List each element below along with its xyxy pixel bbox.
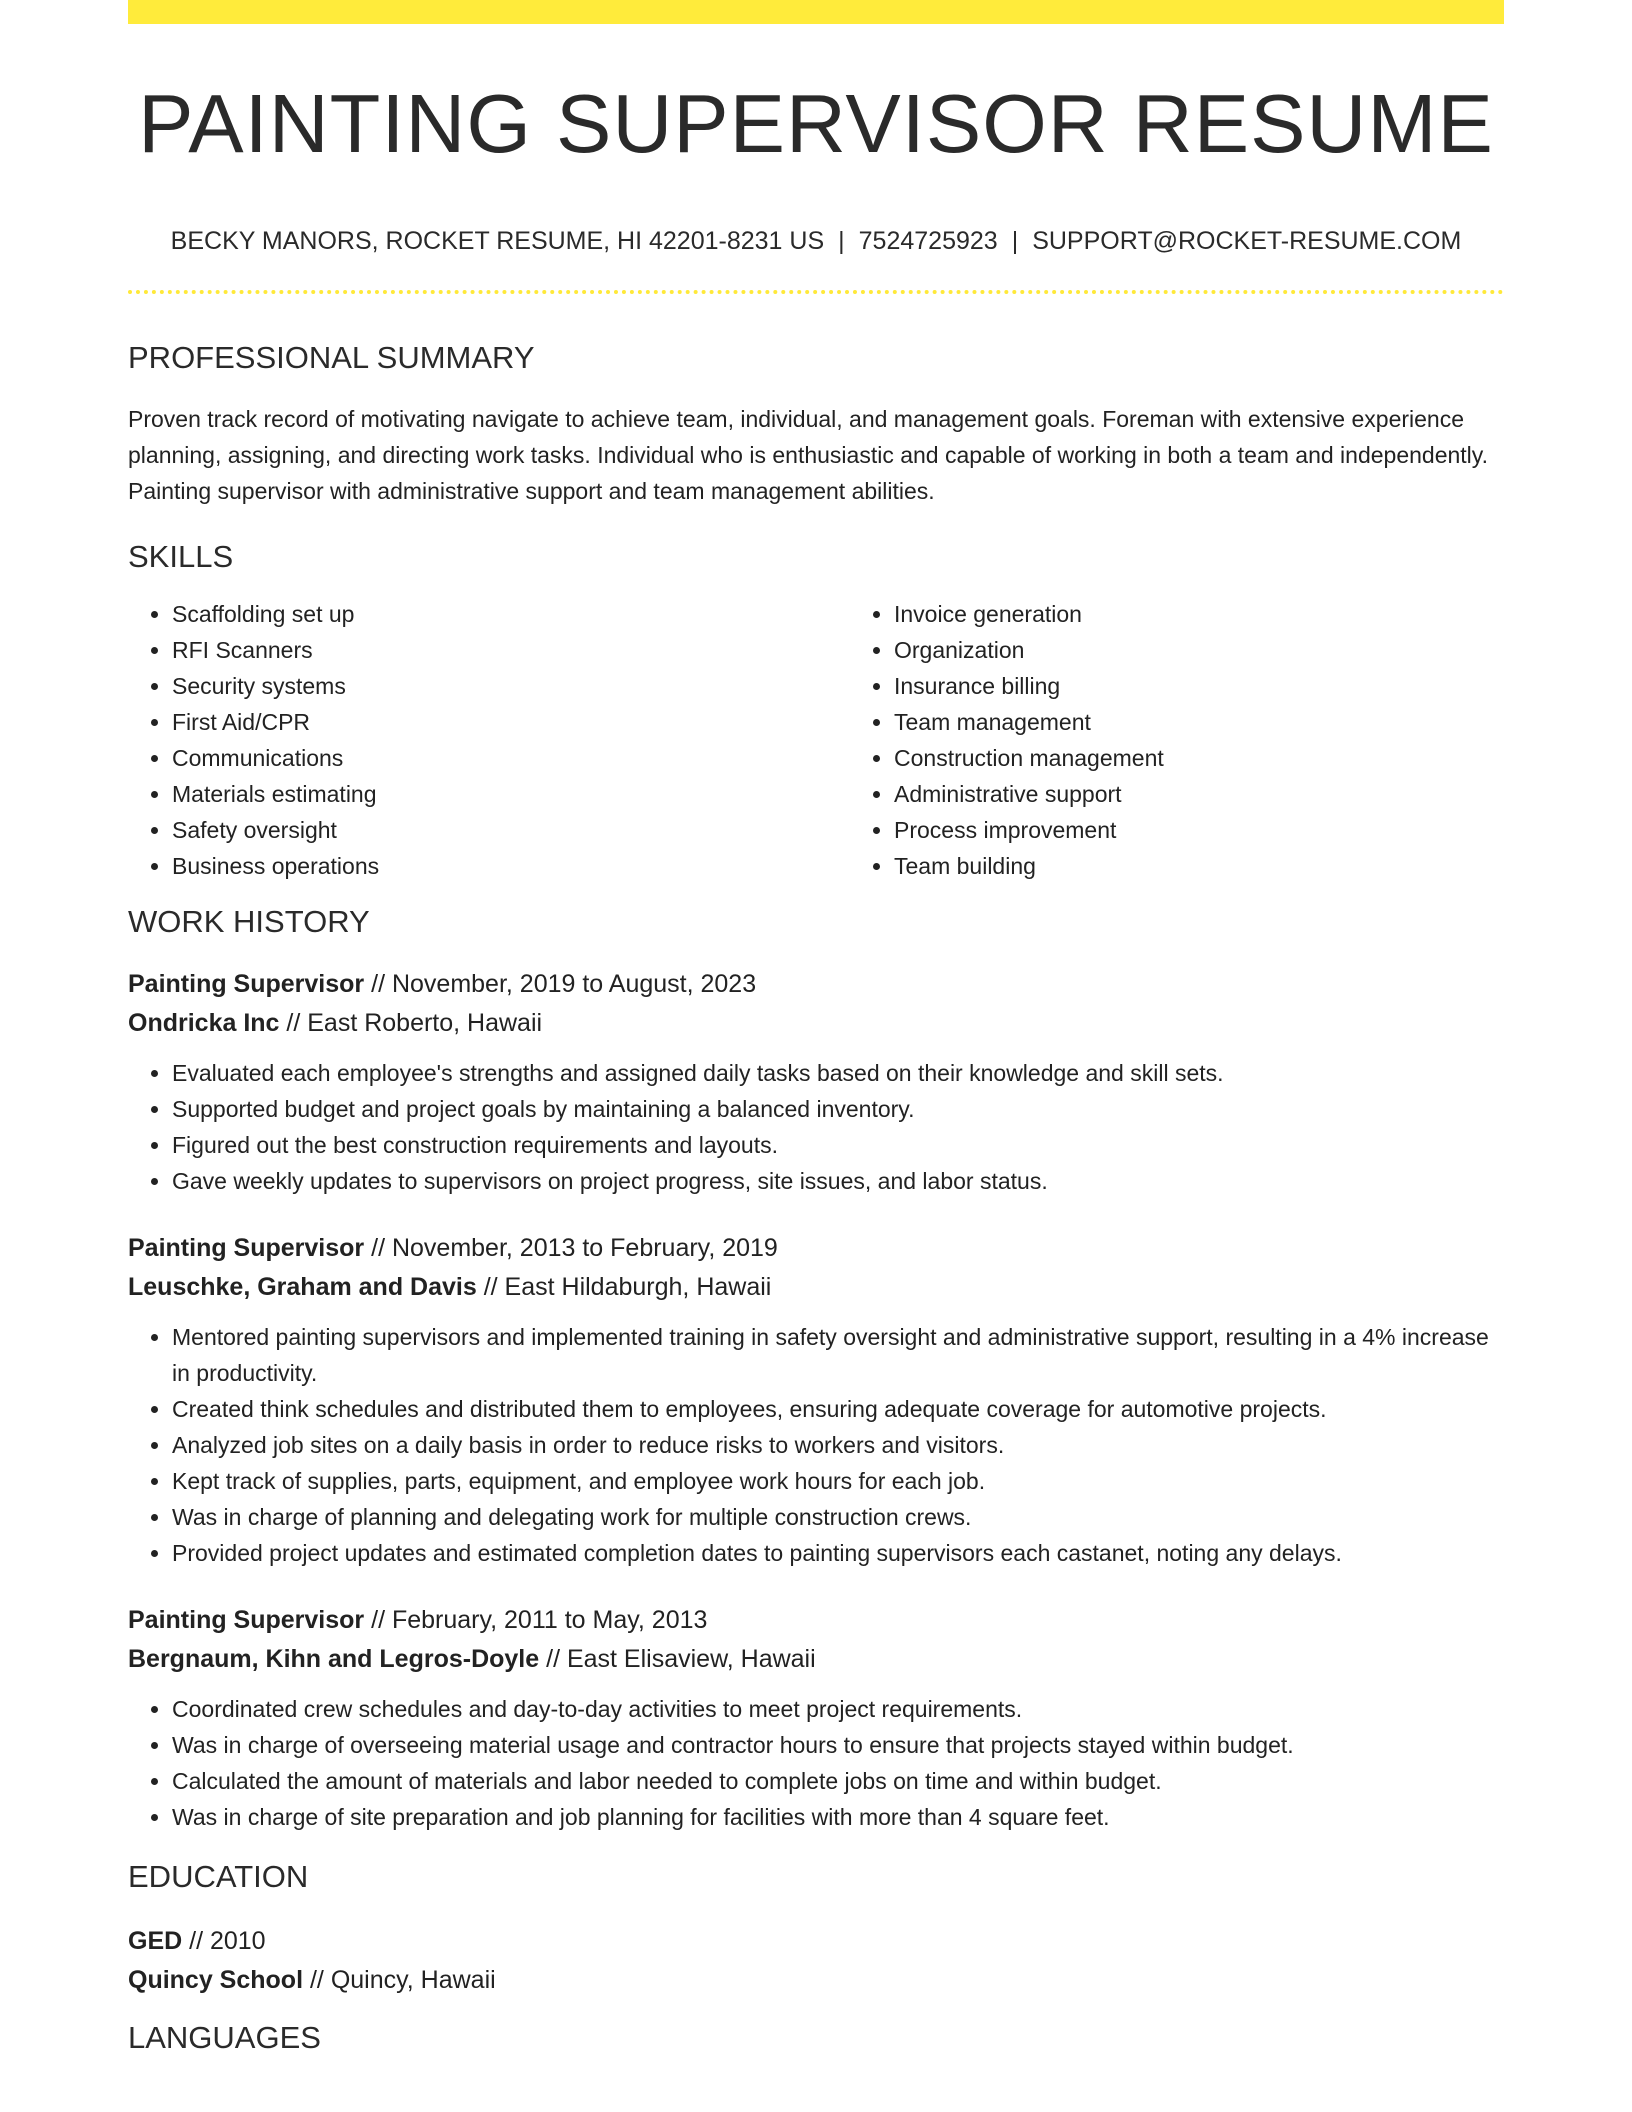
contact-line xyxy=(128,229,1504,254)
skill-item: • Team building xyxy=(894,848,1572,884)
skill-item: • Team management xyxy=(894,704,1572,740)
section-heading-summary: PROFESSIONAL SUMMARY xyxy=(128,340,535,375)
contact-address: BECKY MANORS, ROCKET RESUME, HI 42201-8231 US xyxy=(170,227,825,255)
section-heading-languages: LANGUAGES xyxy=(128,2020,321,2055)
job-bullet: • Provided project updates and estimated completion dates to painting supervisors each castanet, noting any delays. xyxy=(172,1535,1504,1571)
section-heading-work-history: WORK HISTORY xyxy=(128,904,370,939)
job-bullet: • Was in charge of planning and delegating work for multiple construction crews. xyxy=(172,1499,1504,1535)
skills-columns xyxy=(128,596,1504,884)
job-bullet: • Coordinated crew schedules and day-to-day activities to meet project requirements. xyxy=(172,1691,1504,1727)
section-heading-education: EDUCATION xyxy=(128,1859,309,1894)
contact-separator: | xyxy=(838,227,845,255)
work-history-section xyxy=(128,906,1504,1835)
job-bullet: • Evaluated each employee's strengths and assigned daily tasks based on their knowledge and skill sets. xyxy=(172,1055,1504,1091)
job-bullet: • Kept track of supplies, parts, equipment, and employee work hours for each job. xyxy=(172,1463,1504,1499)
school-line xyxy=(128,1961,1504,2000)
job-dates: // February, 2011 to May, 2013 xyxy=(364,1606,708,1634)
dotted-divider xyxy=(128,290,1504,294)
job-title: Painting Supervisor xyxy=(128,1234,365,1262)
degree: GED xyxy=(128,1927,183,1955)
resume-page xyxy=(128,0,1504,2053)
job-title-line xyxy=(128,965,1504,1004)
job-company: Bergnaum, Kihn and Legros-Doyle xyxy=(128,1645,540,1673)
school-location: // Quincy, Hawaii xyxy=(303,1966,496,1994)
degree-line xyxy=(128,1922,1504,1961)
skill-item: • RFI Scanners xyxy=(172,632,850,668)
job-bullet: • Calculated the amount of materials and labor needed to complete jobs on time and within budget. xyxy=(172,1763,1504,1799)
job-title-line xyxy=(128,1229,1504,1268)
skill-item: • Invoice generation xyxy=(894,596,1572,632)
degree-year: // 2010 xyxy=(182,1927,266,1955)
job-bullet: • Figured out the best construction requirements and layouts. xyxy=(172,1127,1504,1163)
job-title-line xyxy=(128,1601,1504,1640)
job-bullet: • Mentored painting supervisors and implemented training in safety oversight and administrative support, resulting in a 4% increase in productivity. xyxy=(172,1319,1504,1391)
job-title: Painting Supervisor xyxy=(128,1606,365,1634)
skill-item: • Materials estimating xyxy=(172,776,850,812)
summary-text: Proven track record of motivating navigate to achieve team, individual, and management goals. Foreman with extensive experience planning, assigning, and directing work tasks. Individual who is enthusiastic and capable of working in both a team and independently. Painting supervisor with administrative support and team management abilities. xyxy=(128,406,1488,504)
job-bullet: • Was in charge of overseeing material usage and contractor hours to ensure that projects stayed within budget. xyxy=(172,1727,1504,1763)
professional-summary-section xyxy=(128,342,1504,509)
job-bullet: • Supported budget and project goals by maintaining a balanced inventory. xyxy=(172,1091,1504,1127)
skills-right-list xyxy=(850,596,1572,884)
job-location: // East Roberto, Hawaii xyxy=(279,1009,543,1037)
job-company-line xyxy=(128,1268,1504,1307)
skill-item: • First Aid/CPR xyxy=(172,704,850,740)
contact-phone: 7524725923 xyxy=(858,227,998,255)
job-bullet: • Gave weekly updates to supervisors on project progress, site issues, and labor status. xyxy=(172,1163,1504,1199)
skill-item: • Process improvement xyxy=(894,812,1572,848)
skill-item: • Safety oversight xyxy=(172,812,850,848)
education-section xyxy=(128,1861,1504,2000)
job-bullet: • Created think schedules and distributed them to employees, ensuring adequate coverage for automotive projects. xyxy=(172,1391,1504,1427)
school: Quincy School xyxy=(128,1966,304,1994)
skill-item: • Business operations xyxy=(172,848,850,884)
section-heading-skills: SKILLS xyxy=(128,539,234,574)
job-bullet: • Was in charge of site preparation and job planning for facilities with more than 4 square feet. xyxy=(172,1799,1504,1835)
education-entry xyxy=(128,1922,1504,2000)
job-company-line xyxy=(128,1004,1504,1043)
job-bullets xyxy=(128,1055,1504,1199)
skill-item: • Communications xyxy=(172,740,850,776)
skills-left-list xyxy=(128,596,850,884)
contact-separator: | xyxy=(1011,227,1019,255)
job-location: // East Hildaburgh, Hawaii xyxy=(476,1273,772,1301)
job-company-line xyxy=(128,1640,1504,1679)
job-entry xyxy=(128,1229,1504,1571)
skill-item: • Administrative support xyxy=(894,776,1572,812)
job-company: Ondricka Inc xyxy=(128,1009,280,1037)
skill-item: • Insurance billing xyxy=(894,668,1572,704)
job-title: Painting Supervisor xyxy=(128,970,365,998)
languages-section xyxy=(128,2022,1504,2053)
job-bullets xyxy=(128,1691,1504,1835)
job-company: Leuschke, Graham and Davis xyxy=(128,1273,477,1301)
job-entry xyxy=(128,965,1504,1199)
skill-item: • Security systems xyxy=(172,668,850,704)
skills-section xyxy=(128,541,1504,884)
resume-title: PAINTING SUPERVISOR RESUME xyxy=(138,77,1494,170)
skill-item: • Construction management xyxy=(894,740,1572,776)
job-dates: // November, 2019 to August, 2023 xyxy=(364,970,757,998)
skill-item: • Organization xyxy=(894,632,1572,668)
job-entry xyxy=(128,1601,1504,1835)
job-location: // East Elisaview, Hawaii xyxy=(539,1645,816,1673)
job-dates: // November, 2013 to February, 2019 xyxy=(364,1234,778,1262)
job-bullet: • Analyzed job sites on a daily basis in order to reduce risks to workers and visitors. xyxy=(172,1427,1504,1463)
accent-top-bar xyxy=(128,0,1504,24)
skill-item: • Scaffolding set up xyxy=(172,596,850,632)
job-bullets xyxy=(128,1319,1504,1571)
contact-email: SUPPORT@ROCKET-RESUME.COM xyxy=(1032,227,1462,255)
